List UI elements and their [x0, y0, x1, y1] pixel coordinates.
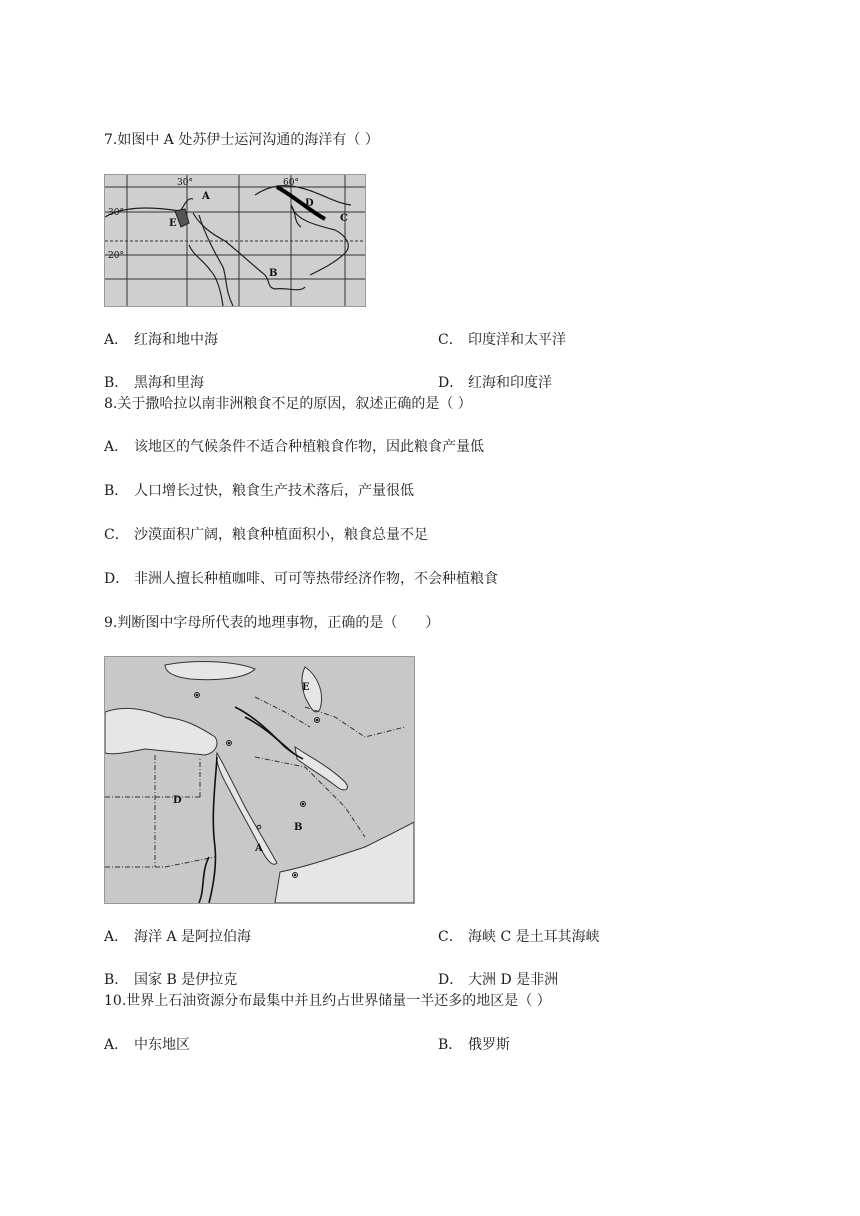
q9-option-c-label: C． [438, 929, 463, 945]
q9-option-a[interactable] [104, 928, 251, 946]
q7-lat-20: 20° [108, 251, 124, 261]
q10-option-b-text: 俄罗斯 [468, 1037, 510, 1053]
q7-lon-60: 60° [283, 178, 299, 188]
q9-option-c[interactable] [438, 928, 600, 946]
q7-option-b-text: 黑海和里海 [134, 375, 204, 391]
q9-point-d: D [173, 795, 182, 806]
q9-point-e: E [302, 682, 310, 693]
q10-option-a[interactable] [104, 1036, 190, 1054]
q10-stem: 10.世界上石油资源分布最集中并且约占世界储量一半还多的地区是（ ） [104, 993, 551, 1009]
q7-point-d: D [305, 198, 314, 209]
q8-option-a-text: 该地区的气候条件不适合种植粮食作物，因此粮食产量低 [134, 439, 484, 455]
q7-option-c-text: 印度洋和太平洋 [468, 332, 566, 348]
q7-point-a: A [202, 191, 210, 202]
q7-option-d-label: D． [438, 375, 464, 391]
q9-option-c-text: 海峡 C 是土耳其海峡 [468, 929, 600, 945]
q9-option-d-label: D． [438, 972, 464, 988]
q7-option-d-text: 红海和印度洋 [468, 375, 552, 391]
q10-option-b[interactable] [438, 1036, 510, 1054]
q9-option-d-text: 大洲 D 是非洲 [468, 972, 559, 988]
q9-point-a: A [255, 843, 263, 854]
q8-option-c-label: C． [104, 527, 129, 543]
q9-option-b-label: B． [104, 972, 129, 988]
q8-option-d-label: D． [104, 571, 130, 587]
q7-lat-30: 30° [108, 208, 124, 218]
q7-option-a[interactable] [104, 331, 218, 349]
q8-option-c-text: 沙漠面积广阔，粮食种植面积小，粮食总量不足 [134, 527, 428, 543]
q9-option-b-text: 国家 B 是伊拉克 [134, 972, 238, 988]
q7-map [104, 174, 366, 307]
q10-option-b-label: B． [438, 1037, 463, 1053]
q7-lon-30: 30° [177, 178, 193, 188]
q7-option-c[interactable] [438, 331, 566, 349]
q8-option-d[interactable] [104, 570, 498, 588]
q7-option-a-label: A． [104, 332, 129, 348]
q9-option-a-text: 海洋 A 是阿拉伯海 [134, 929, 252, 945]
q8-option-b-text: 人口增长过快，粮食生产技术落后，产量很低 [134, 483, 414, 499]
q8-option-d-text: 非洲人擅长种植咖啡、可可等热带经济作物，不会种植粮食 [134, 571, 498, 587]
q9-point-b: B [294, 822, 303, 833]
q7-option-a-text: 红海和地中海 [134, 332, 218, 348]
q8-option-b[interactable] [104, 482, 414, 500]
q7-stem: 7.如图中 A 处苏伊士运河沟通的海洋有（ ） [104, 132, 379, 148]
q8-option-a[interactable] [104, 438, 484, 456]
q9-map [104, 656, 415, 904]
q7-point-e: E [169, 218, 177, 229]
q8-stem: 8.关于撒哈拉以南非洲粮食不足的原因，叙述正确的是（ ） [104, 396, 472, 412]
q7-option-b[interactable] [104, 374, 204, 392]
q9-option-a-label: A． [104, 929, 129, 945]
q8-option-b-label: B． [104, 483, 129, 499]
q9-option-b[interactable] [104, 971, 237, 989]
q10-option-a-label: A． [104, 1037, 129, 1053]
q7-point-c: C [340, 213, 348, 224]
q7-point-b: B [269, 268, 278, 279]
q7-option-d[interactable] [438, 374, 552, 392]
q9-stem: 9.判断图中字母所代表的地理事物，正确的是（ ） [104, 615, 440, 631]
q9-option-d[interactable] [438, 971, 558, 989]
q7-option-c-label: C． [438, 332, 463, 348]
q10-option-a-text: 中东地区 [134, 1037, 190, 1053]
q8-option-a-label: A． [104, 439, 129, 455]
q7-option-b-label: B． [104, 375, 129, 391]
q8-option-c[interactable] [104, 526, 428, 544]
